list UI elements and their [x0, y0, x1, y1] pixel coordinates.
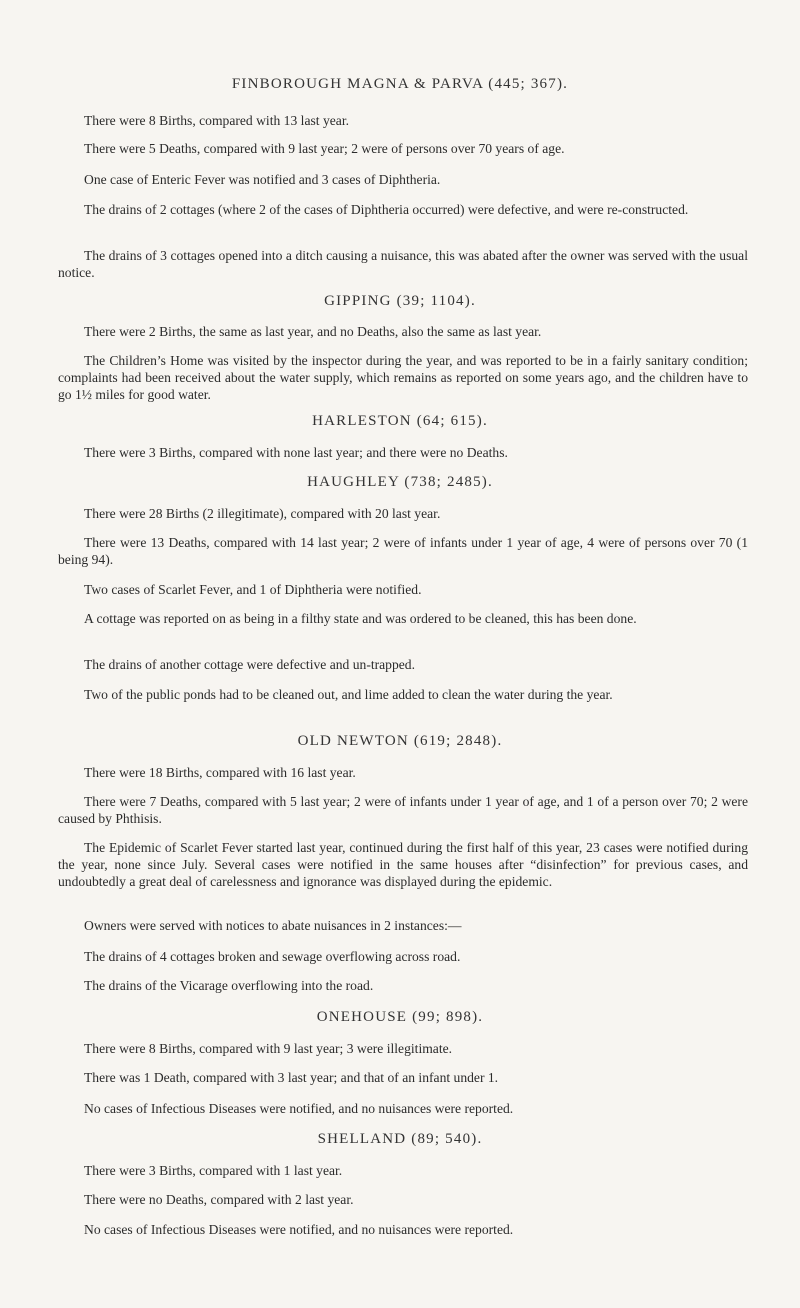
- paragraph: There were 2 Births, the same as last year, and no Deaths, also the same as last year.: [84, 324, 542, 339]
- paragraph: There were 5 Deaths, compared with 9 last year; 2 were of persons over 70 years of age.: [84, 141, 565, 156]
- paragraph: The drains of another cottage were defective and un-trapped.: [84, 657, 416, 672]
- paragraph: The Epidemic of Scarlet Fever started last year, continued during the first half of this year, 23 cases were notified during the year, none since July. Several cases were notified in the same houses after “disinfection” for previous cases, and undoubtedly a great deal of carelessness and ignorance was displayed during the epidemic.: [58, 840, 748, 889]
- paragraph: No cases of Infectious Diseases were notified, and no nuisances were reported.: [84, 1101, 514, 1116]
- paragraph: No cases of Infectious Diseases were notified, and no nuisances were reported.: [84, 1222, 514, 1237]
- paragraph: The drains of 2 cottages (where 2 of the cases of Diphtheria occurred) were defective, and were re-constructed.: [84, 202, 689, 217]
- paragraph: The drains of 3 cottages opened into a ditch causing a nuisance, this was abated after the owner was served with the usual notice.: [58, 248, 748, 280]
- section-heading-haughley: HAUGHLEY (738; 2485).: [307, 474, 493, 490]
- paragraph: There were 7 Deaths, compared with 5 last year; 2 were of infants under 1 year of age, and 1 of a person over 70; 2 were caused by Phthisis.: [58, 794, 748, 826]
- section-heading-old-newton: OLD NEWTON (619; 2848).: [297, 733, 503, 749]
- section-heading-gipping: GIPPING (39; 1104).: [324, 293, 476, 309]
- section-heading-harleston: HARLESTON (64; 615).: [312, 413, 488, 429]
- paragraph: There were 28 Births (2 illegitimate), compared with 20 last year.: [84, 506, 441, 521]
- paragraph: A cottage was reported on as being in a filthy state and was ordered to be cleaned, this has been done.: [84, 611, 637, 626]
- section-heading-shelland: SHELLAND (89; 540).: [317, 1131, 483, 1147]
- paragraph: There were 3 Births, compared with 1 last year.: [84, 1163, 343, 1178]
- paragraph: The Children’s Home was visited by the inspector during the year, and was reported to be in a fairly sanitary condition; complaints had been received about the water supply, which remains as reported on some years ago, and the children have to go 1½ miles for good water.: [58, 353, 748, 402]
- paragraph: The drains of the Vicarage overflowing into the road.: [84, 978, 374, 993]
- paragraph: Two of the public ponds had to be cleaned out, and lime added to clean the water during the year.: [84, 687, 613, 702]
- section-heading-onehouse: ONEHOUSE (99; 898).: [316, 1009, 484, 1025]
- paragraph: There were 3 Births, compared with none last year; and there were no Deaths.: [84, 445, 508, 460]
- paragraph: There were 8 Births, compared with 9 last year; 3 were illegitimate.: [84, 1041, 453, 1056]
- paragraph: There were 8 Births, compared with 13 last year.: [84, 113, 349, 128]
- paragraph: Two cases of Scarlet Fever, and 1 of Diphtheria were notified.: [84, 582, 422, 597]
- paragraph: Owners were served with notices to abate nuisances in 2 instances:—: [84, 918, 462, 933]
- paragraph: There were 13 Deaths, compared with 14 last year; 2 were of infants under 1 year of age, 4 were of persons over 70 (1 being 94).: [58, 535, 748, 567]
- paragraph: There was 1 Death, compared with 3 last year; and that of an infant under 1.: [84, 1070, 499, 1085]
- paragraph: The drains of 4 cottages broken and sewage overflowing across road.: [84, 949, 461, 964]
- paragraph: One case of Enteric Fever was notified and 3 cases of Diphtheria.: [84, 172, 441, 187]
- paragraph: There were 18 Births, compared with 16 last year.: [84, 765, 356, 780]
- section-heading-finborough: FINBOROUGH MAGNA & PARVA (445; 367).: [231, 76, 569, 92]
- paragraph: There were no Deaths, compared with 2 last year.: [84, 1192, 354, 1207]
